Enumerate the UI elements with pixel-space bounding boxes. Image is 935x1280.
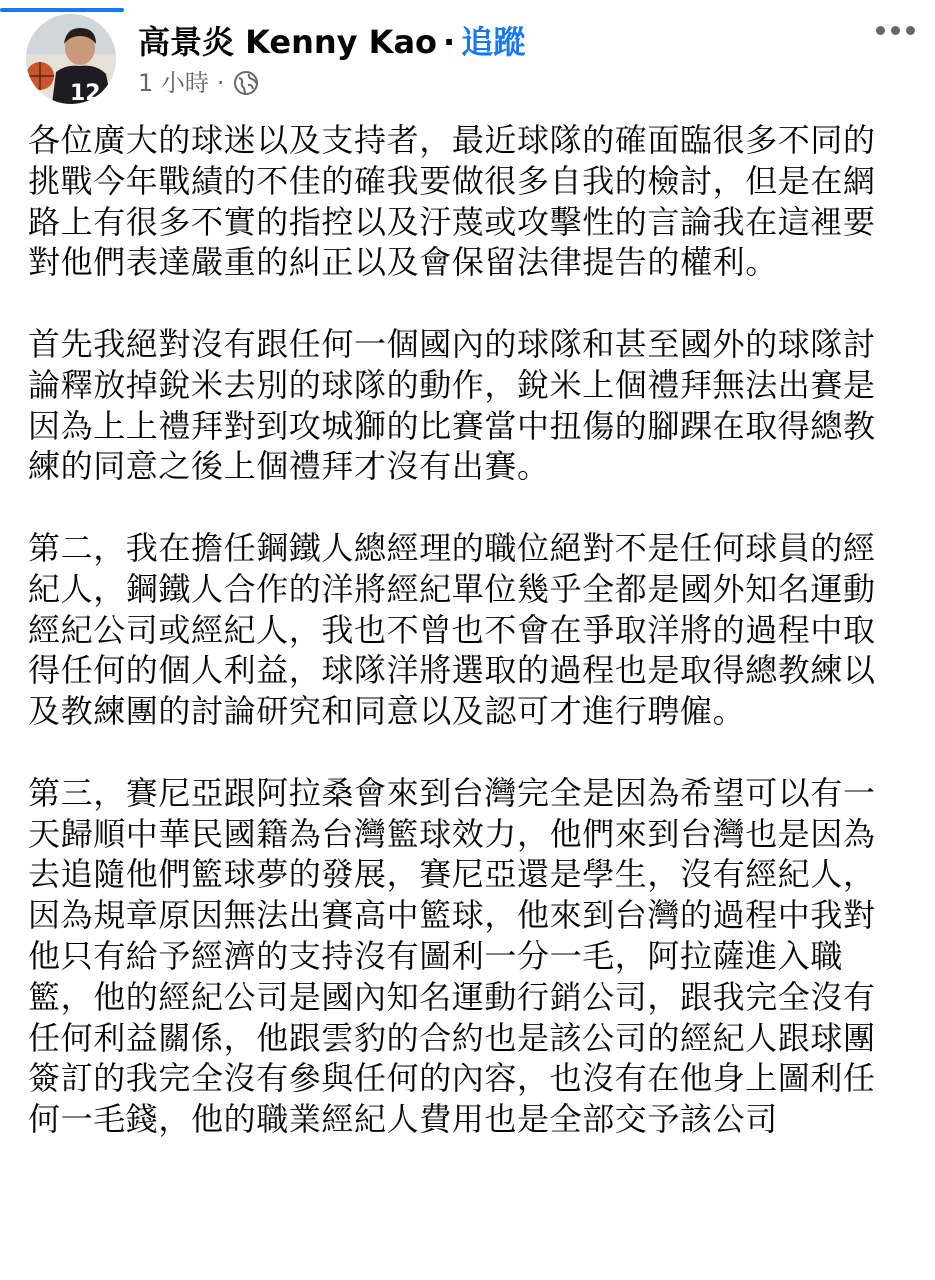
post-paragraph: 各位廣大的球迷以及支持者，最近球隊的確面臨很多不同的挑戰今年戰績的不佳的確我要做很多自我的檢討，但是在網路上有很多不實的指控以及汙蔑或攻擊性的言論我在這裡要對他們表達嚴重的糾正以及會保留法律提告的權利。	[28, 121, 876, 282]
post-paragraph: 首先我絕對沒有跟任何一個國內的球隊和甚至國外的球隊討論釋放掉銳米去別的球隊的動作，銳米上個禮拜無法出賽是因為上上禮拜對到攻城獅的比賽當中扭傷的腳踝在取得總教練的同意之後上個禮拜才沒有出賽。	[28, 324, 876, 486]
author-name[interactable]: 高景炎 Kenny Kao	[138, 23, 438, 61]
avatar-image	[26, 14, 116, 104]
author-line	[138, 22, 525, 62]
post-meta	[138, 68, 259, 98]
follow-button[interactable]: 追蹤	[461, 23, 526, 61]
globe-icon[interactable]	[233, 70, 259, 96]
jersey-number: 12	[70, 81, 101, 104]
post-timestamp[interactable]: 1 小時	[138, 69, 209, 97]
more-dot	[891, 26, 900, 35]
tab-indicator	[0, 8, 124, 12]
post-paragraph: 第二，我在擔任鋼鐵人總經理的職位絕對不是任何球員的經紀人，鋼鐵人合作的洋將經紀單位幾乎全都是國外知名運動經紀公司或經紀人，我也不曾也不會在爭取洋將的過程中取得任何的個人利益，球隊洋將選取的過程也是取得總教練以及教練團的討論研究和同意以及認可才進行聘僱。	[28, 528, 876, 731]
post-header	[26, 14, 915, 106]
name-separator: ·	[443, 23, 456, 61]
post-paragraph: 第三，賽尼亞跟阿拉桑會來到台灣完全是因為希望可以有一天歸順中華民國籍為台灣籃球效力，他們來到台灣也是因為去追隨他們籃球夢的發展，賽尼亞還是學生，沒有經紀人，因為規章原因無法出賽高中籃球，他來到台灣的過程中我對他只有給予經濟的支持沒有圖利一分一毛，阿拉薩進入職籃，他的經紀公司是國內知名運動行銷公司，跟我完全沒有任何利益關係，他跟雲豹的合約也是該公司的經紀人跟球團簽訂的我完全沒有參與任何的內容，也沒有在他身上圖利任何一毛錢，他的職業經紀人費用也是全部交予該公司	[28, 773, 876, 1139]
more-dot	[906, 26, 915, 35]
avatar[interactable]	[26, 14, 116, 104]
post-text	[28, 120, 908, 1181]
meta-separator: ·	[216, 69, 225, 97]
more-options-icon[interactable]	[876, 26, 915, 35]
more-dot	[876, 26, 885, 35]
